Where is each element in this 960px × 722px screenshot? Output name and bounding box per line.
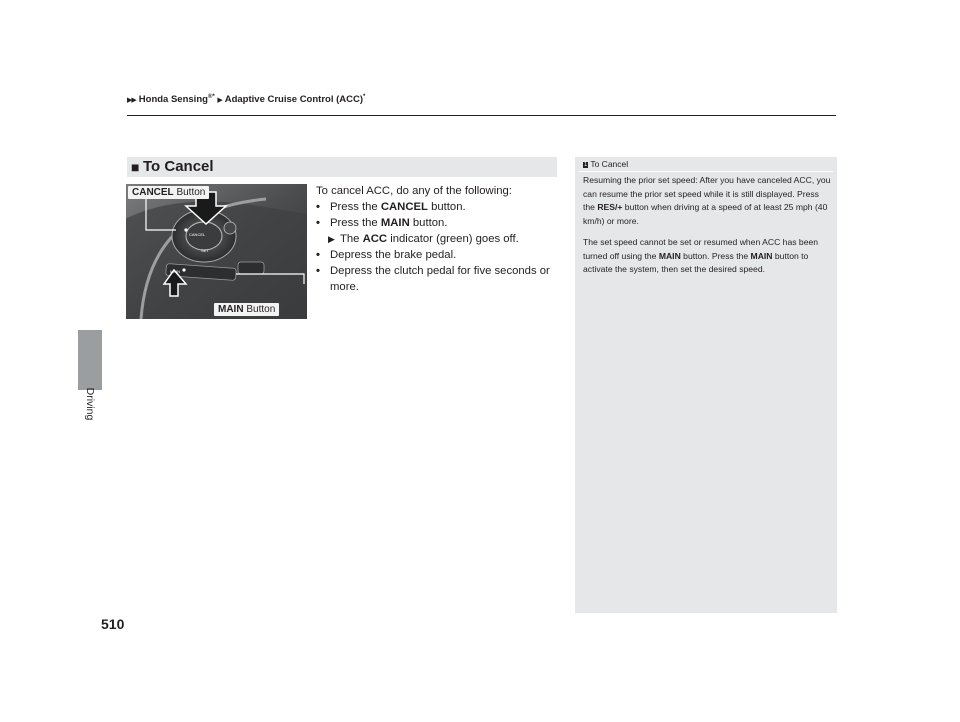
cancel-button-callout: CANCEL Button xyxy=(128,186,209,199)
cancel-switch-text: CANCEL xyxy=(189,232,206,237)
list-item: • Press the MAIN button. xyxy=(316,217,448,229)
note-paragraph: The set speed cannot be set or resumed when ACC has been turned off using the MAIN button. Press the MAIN button to activate the system, then set the desired speed. xyxy=(583,237,819,274)
result-arrow-icon: ▶ xyxy=(328,234,335,244)
breadcrumb-item-honda-sensing[interactable]: Honda Sensing xyxy=(138,94,208,106)
page-number: 510 xyxy=(101,616,125,632)
steering-wheel-illustration xyxy=(126,184,307,319)
registered-mark: ®* xyxy=(207,94,215,100)
intro-text: To cancel ACC, do any of the following: xyxy=(316,185,512,197)
note-body xyxy=(583,174,833,285)
breadcrumb-arrow-icon: ▶▶ xyxy=(127,97,136,105)
note-paragraph: Resuming the prior set speed: After you have canceled ACC, you can resume the prior set speed while it is still displayed. Press the RES/+ button when driving at a speed of at least 25 mph (40 km/h) or more. xyxy=(583,175,831,226)
section-heading-text: To Cancel xyxy=(143,158,214,175)
breadcrumb-item-acc[interactable]: Adaptive Cruise Control (ACC) xyxy=(224,94,364,106)
chapter-label: Driving xyxy=(84,387,96,421)
main-button-callout: MAIN Button xyxy=(214,303,279,316)
list-item: • Depress the brake pedal. xyxy=(316,249,457,261)
heading-square-icon: ■ xyxy=(131,159,140,175)
section-heading xyxy=(127,157,557,177)
list-item: • Press the CANCEL button. xyxy=(316,201,466,213)
list-item: • Depress the clutch pedal for five seconds or more. xyxy=(316,265,550,293)
sub-list-item: ▶ The ACC indicator (green) goes off. xyxy=(328,233,519,245)
header-divider xyxy=(127,115,836,116)
set-switch-text: SET xyxy=(201,248,209,253)
asterisk-mark: * xyxy=(363,94,366,100)
note-number-icon: 1 xyxy=(584,161,588,168)
breadcrumb xyxy=(127,94,365,105)
note-title: 1 To Cancel xyxy=(584,159,629,169)
steering-switch-image xyxy=(126,184,307,319)
section-body xyxy=(316,183,566,295)
side-note xyxy=(575,157,837,613)
note-divider xyxy=(579,171,833,172)
breadcrumb-arrow-icon: ▶ xyxy=(217,97,222,105)
main-switch-text: MAIN xyxy=(170,269,180,274)
